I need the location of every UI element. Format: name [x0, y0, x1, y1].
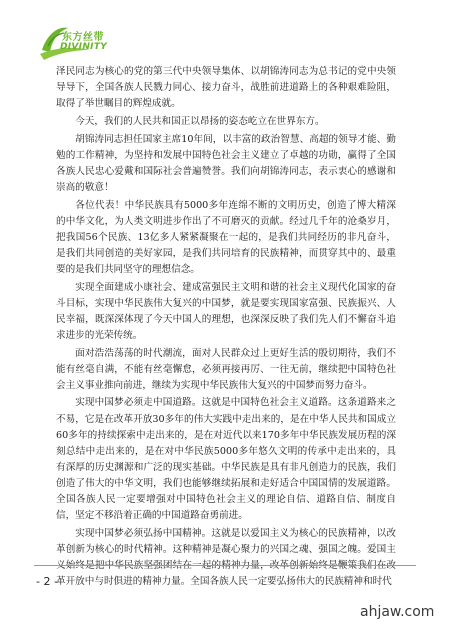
paragraph: 实现中国梦必须走中国道路。这就是中国特色社会主义道路。这条道路来之不易，它是在改革开放30多年的伟大实践中走出来的，是在中华人民共和国成立60多年的持续探索中走出来的，是在对近代以来170多年中华民族发展历程的深刻总结中走出来的，是在对中华民族5000多年悠久文明的传承中走出来的，具有深厚的历史渊源和广泛的现实基础。中华民族是具有非凡创造力的民族，我们创造了伟大的中华文明，我们也能够继续拓展和走好适合中国国情的发展道路。全国各族人民一定要增强对中国特色社会主义的理论自信、道路自信、制度自信，坚定不移沿着正确的中国道路奋勇前进。	[56, 397, 396, 522]
paragraph: 实现全面建成小康社会、建成富强民主文明和谐的社会主义现代化国家的奋斗目标，实现中华民族伟大复兴的中国梦，就是要实现国家富强、民族振兴、人民幸福，既深深体现了今天中国人的理想，也深深反映了我们先人们不懈奋斗追求进步的光荣传统。	[56, 281, 396, 341]
logo-chinese-text: 东方丝带	[62, 32, 104, 43]
paragraph: 各位代表！中华民族具有5000多年连绵不断的文明历史，创造了博大精深的中华文化，为人类文明进步作出了不可磨灭的贡献。经过几千年的沧桑岁月，把我国56个民族、13亿多人紧紧凝聚在一起的，是我们共同经历的非凡奋斗，是我们共同创造的美好家园，是我们共同培育的民族精神，而贯穿其中的、最重要的是我们共同坚守的理想信念。	[56, 199, 396, 275]
page-number: - 2 -	[36, 575, 58, 588]
logo-english-text: DIVINITY	[60, 42, 108, 52]
paragraph: 面对浩浩荡荡的时代潮流，面对人民群众过上更好生活的殷切期待，我们不能有丝毫自满，不能有丝毫懈怠，必须再接再厉、一往无前，继续把中国特色社会主义事业推向前进，继续为实现中华民族伟大复兴的中国梦而努力奋斗。	[56, 347, 396, 391]
paragraph: 今天，我们的人民共和国正以昂扬的姿态屹立在世界东方。	[75, 115, 325, 127]
document-body	[56, 64, 396, 592]
company-logo	[38, 20, 118, 64]
site-watermark: ahjaw.com	[360, 604, 435, 620]
paragraph: 实现中国梦必须弘扬中国精神。这就是以爱国主义为核心的民族精神，以改革创新为核心的时代精神。这种精神是凝心聚力的兴国之魂、强国之魄。爱国主义始终是把中华民族坚强团结在一起的精神力量，改革创新始终是鞭策我们在改革开放中与时俱进的精神力量。全国各族人民一定要弘扬伟大的民族精神和时代	[56, 527, 396, 588]
footer-divider	[34, 565, 416, 566]
paragraph-continued: 泽民同志为核心的党的第三代中央领导集体、以胡锦涛同志为总书记的党中央领导导下，全国各族人民戮力同心、接力奋斗，战胜前进道路上的各种艰难险阻，取得了举世瞩目的辉煌成就。	[56, 66, 396, 110]
paragraph: 胡锦涛同志担任国家主席10年间，以丰富的政治智慧、高超的领导才能、勤勉的工作精神，为坚持和发展中国特色社会主义建立了卓越的功勋，赢得了全国各族人民忠心爱戴和国际社会普遍赞誉。我们向胡锦涛同志，表示衷心的感谢和崇高的敬意！	[56, 133, 396, 193]
